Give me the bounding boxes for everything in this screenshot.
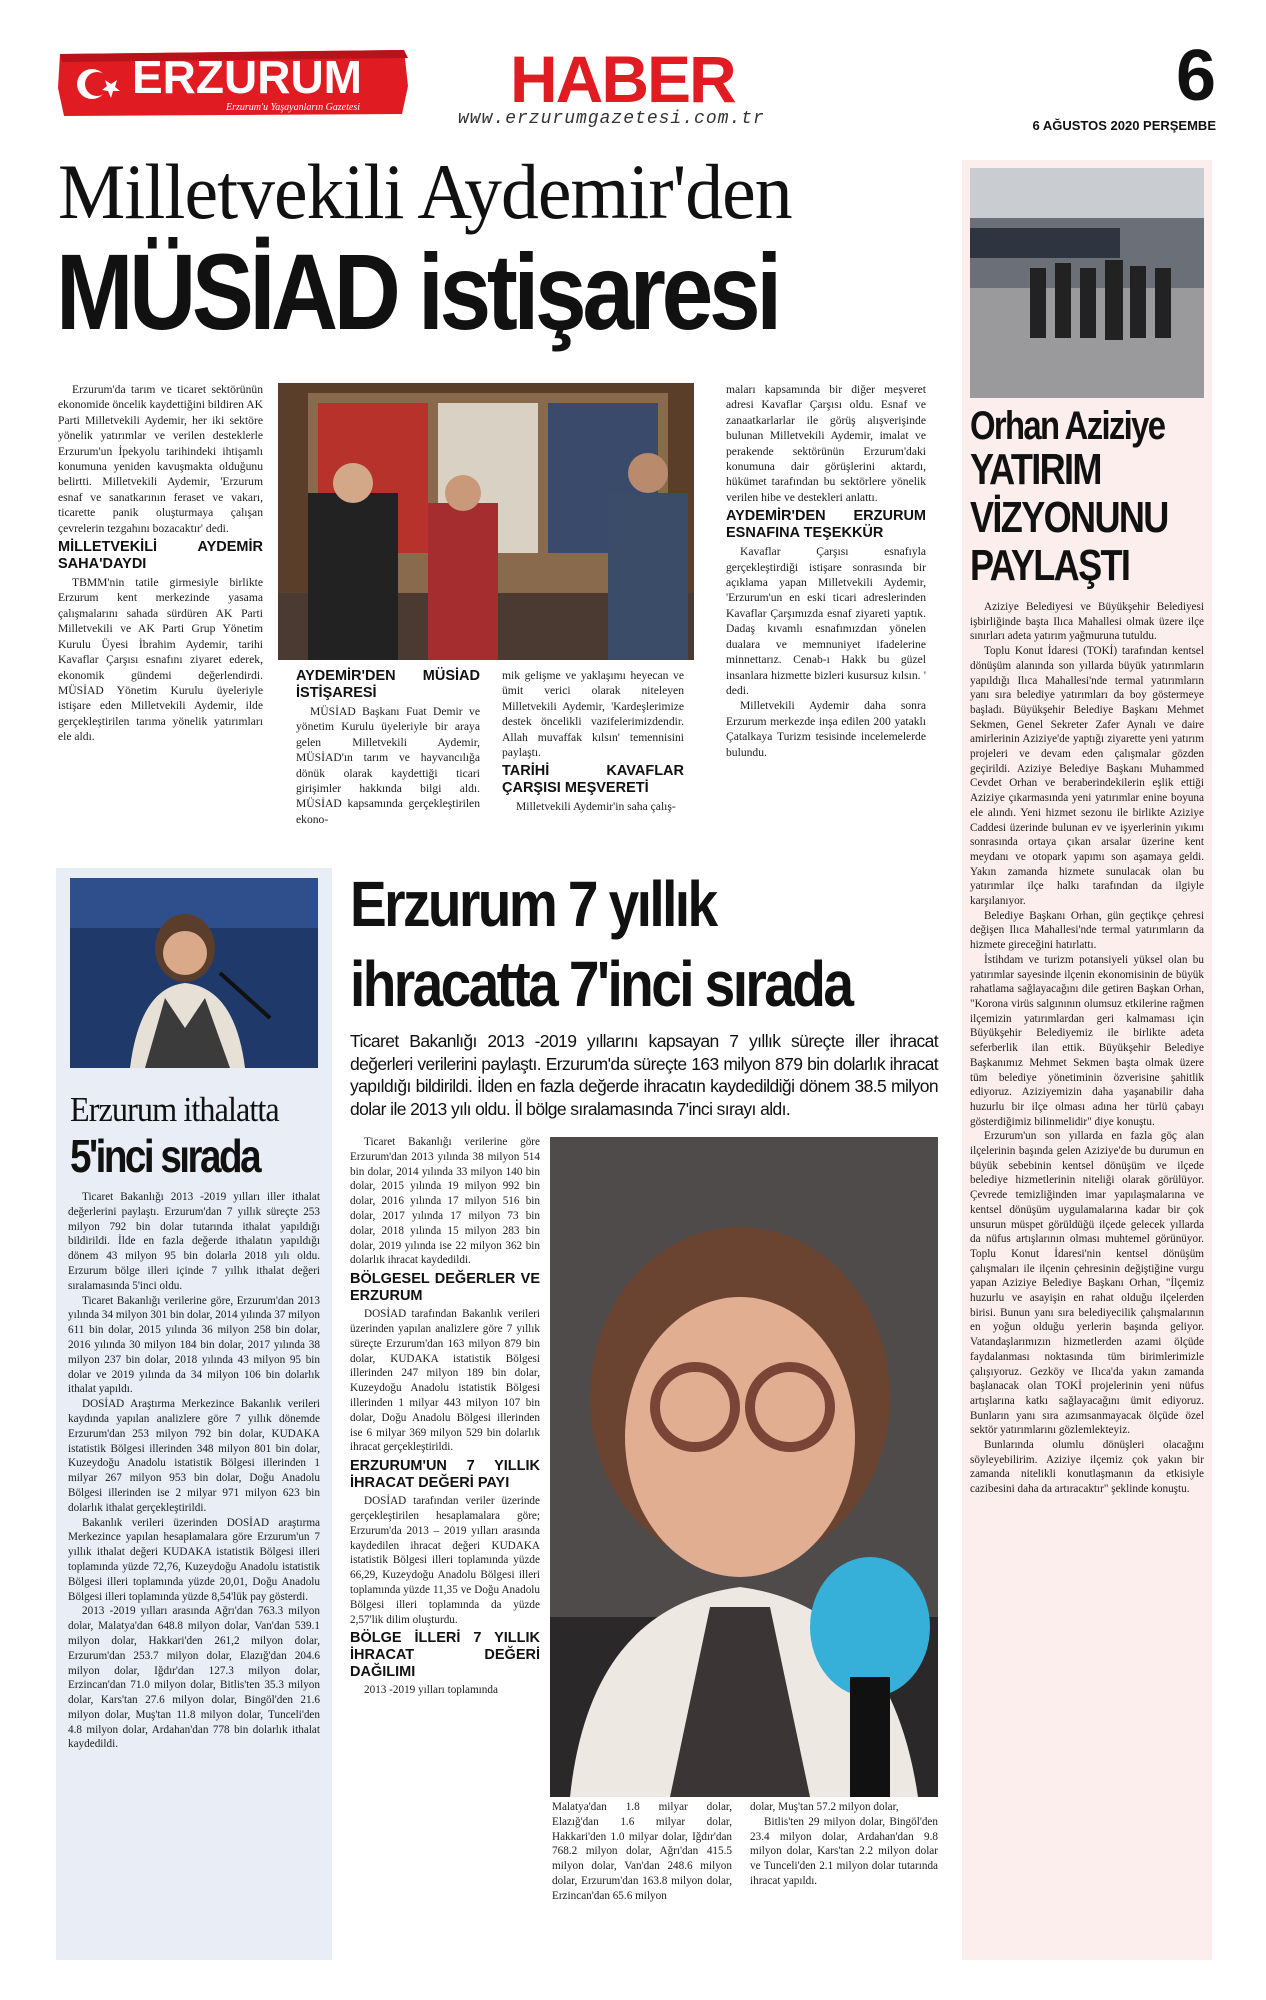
paragraph: dolar, Muş'tan 57.2 milyon dolar,	[750, 1801, 899, 1813]
subheading: BÖLGESEL DEĞERLER VE ERZURUM	[350, 1271, 540, 1305]
main-story-photo	[278, 383, 694, 660]
right-headline-line1: Orhan Aziziye	[970, 404, 1165, 448]
masthead	[0, 0, 1266, 135]
import-story-photo	[70, 878, 318, 1068]
paragraph: DOSİAD tarafından veriler üzerinde gerçekleştirilen hesaplamalara göre; Erzurum'da 2013 – 2019 yılları arasında kaydedilen ihracat değeri KUDAKA istatistik Bölgesi illeri toplamında yüzde 66,29, Kuzeydoğu Anadolu Bölgesi illeri toplamında yüzde 11,35 ve Doğu Anadolu Bölgesi illeri toplamında da yüzde 2,57'lik dilim oluşturdu.	[350, 1495, 540, 1626]
minister-at-podium-photo	[70, 878, 318, 1068]
minister-portrait-photo	[550, 1137, 938, 1797]
export-lead: Ticaret Bakanlığı 2013 -2019 yıllarını kapsayan 7 yıllık süreçte iller ihracat değerleri verilerini paylaştı. Erzurum'da süreçte 163 milyon 879 bin dolarlık ihracat yapıldığı bildirildi. İlden en fazla değerde ihracatın kaydedildiği dönem 38.5 milyon dolar ile 2013 yılı oldu. İl bölge sıralamasında 7'inci sırayı aldı.	[350, 1031, 938, 1119]
export-story-column-c	[750, 1800, 938, 1889]
export-story-column-a	[350, 1135, 540, 1698]
paragraph: İstihdam ve turizm potansiyeli yüksel olan bu yatırımlar sayesinde ilçenin ekonomisinin de büyük rahatlama sağlayacağını dile getiren Başkan Orhan, "Korona virüs salgınının olumsuz etkilerine rağmen ilçemizin yatırımlardan geri kalmaması için Büyükşehir Belediyemiz ile birlikte adeta seferberlik ilan ettik. Büyükşehir Belediye Başkanımız Mehmet Sekmen başta olmak üzere tüm belediye yönetiminin özverisine şahitlik ediyoruz. Aziziyemizin daha yaşanabilir daha huzurlu bir ilçe olması adına her türlü çabayı gösterdiğimiz bilinmelidir" diye konuştu.	[970, 953, 1204, 1128]
subheading: ERZURUM'UN 7 YILLIK İHRACAT DEĞERİ PAYI	[350, 1458, 540, 1492]
website-url[interactable]: www.erzurumgazetesi.com.tr	[458, 109, 765, 129]
right-headline-line3: VİZYONUNU	[970, 493, 1168, 542]
paragraph: Milletvekili Aydemir daha sonra Erzurum merkezde inşa edilen 200 yataklı Çatalkaya Turizm tesisinde incelemelerde bulundu.	[726, 699, 926, 759]
main-story-column-4	[726, 382, 926, 760]
paragraph: DOSİAD tarafından Bakanlık verileri üzerinden yapılan analizlere göre 7 yıllık süreçte Erzurum'dan 163 milyon 879 bin dolar, KUDAKA istatistik Bölgesi illerinden 247 milyon 189 bin dolar, Kuzeydoğu Anadolu istatistik Bölgesi illerinden 1 milyar 443 milyon 107 bin dolar, Doğu Anadolu Bölgesi illerinden ise 6 milyar 369 milyon 529 bin dolarlık ihracat gerçekleştirildi.	[350, 1308, 540, 1454]
page-number: 6	[1175, 36, 1216, 116]
shop-visit-photo	[278, 383, 694, 660]
paragraph: Bitlis'ten 29 milyon dolar, Bingöl'den 23.4 milyon dolar, Ardahan'dan 9.8 milyon dolar, Kars'tan 2.2 milyon dolar ve Tunceli'den 2.1 milyon dolar tutarında ihracat yapıldı.	[750, 1815, 938, 1887]
paragraph: Kavaflar Çarşısı esnafıyla gerçekleştirdiği istişare sonrasında bir açıklama yapan Milletvekili Aydemir, 'Erzurum'un en eski ticari adreslerinden Kavaflar Çarşımızda esnaf ziyareti yaptık. Dadaş kıvamlı esnafımızdan yönelen dualara ve memnuniyet ifadelerine minnettarız. Cenab-ı Hakk bu güzel insanlara hizmette bizleri kusursuz kılsın. ' dedi.	[726, 545, 926, 697]
export-story-photo	[550, 1137, 938, 1797]
street-walk-photo	[970, 168, 1204, 398]
newspaper-logo[interactable]	[56, 48, 412, 118]
paragraph: 2013 -2019 yılları toplamında	[364, 1684, 498, 1697]
paragraph: maları kapsamında bir diğer meşveret adresi Kavaflar Çarşısı oldu. Esnaf ve zanaatkarlarlar ile görüş alışverişinde bulunan Milletvekili Aydemir, imalat ve perakende sektörünün Erzurum'daki konumuna dair görüşlerini aktardı, hükümet tarafından bu sektörlere yönelik verilen hibe ve destekleri anlattı.	[726, 383, 926, 504]
import-headline-line2: 5'inci sırada	[70, 1130, 260, 1182]
subheading: BÖLGE İLLERİ 7 YILLIK İHRACAT DEĞERİ DAĞILIMI	[350, 1630, 540, 1681]
section-title: HABER	[510, 42, 735, 116]
paragraph: 2013 -2019 yılları arasında Ağrı'dan 763.3 milyon dolar, Malatya'dan 648.8 milyon dolar, Van'dan 539.1 milyon dolar, Hakkari'den 261,2 milyon dolar, Erzurum'dan 253.7 milyon dolar, Elazığ'dan 204.6 milyon dolar, Iğdır'dan 127.3 milyon dolar, Erzincan'dan 71.0 milyon dolar, Bitlis'ten 35.3 milyon dolar, Kars'tan 27.6 milyon dolar, Bingöl'den 21.6 milyon dolar, Muş'tan 11.8 milyon dolar, Tunceli'den 4.8 milyon dolar, Ardahan'dan 778 bin dolarlık ithalat kaydedildi.	[68, 1605, 320, 1751]
right-story-body	[970, 600, 1204, 1497]
paragraph: Toplu Konut İdaresi (TOKİ) tarafından kentsel dönüşüm alanında son yıllarda büyük yatırımların yapıldığı Ilıca Mahallesi'nde termal yatırımların yanı sıra belediye yatırımları da boy göstermeye başladı. Büyükşehir Belediye Başkanı Mehmet Sekmen, Genel Sekreter Zafer Aynalı ve daire amirlerinin Aziziye'de yaptığı ziyarette yeni yatırım projeleri ve devam eden çalışmalar gözden geçirildi. Aziziye Belediye Başkanı Muhammed Cevdet Orhan ve beraberindekilerin eşlik ettiği Aziziye çıkarmasında yeni yatırımlar enine boyuna ele alındı. Yeni hizmet sezonu ile birlikte Aziziye Caddesi üzerinde bulunan ev ve işyerlerinin yıkımı sonrasında ortaya çıkan arsalar üzerine kent meydanı ve otopark yapımı son aşamaya geldi. Yakın zamanda hizmete sunulacak olan bu yatırımlar ilçe halkı tarafından da ilgiyle karşılanıyor.	[970, 645, 1204, 908]
paragraph: Bunlarında olumlu dönüşleri olacağını söyleyebilirim. Aziziye ilçemiz çok yakın bir zamanda nitelikli konutlaşmanın da etkisiyle cazibesini daha da artıracaktır" şeklinde konuştu.	[970, 1439, 1204, 1496]
paragraph: MÜSİAD Başkanı Fuat Demir ve yönetim Kurulu üyeleriyle bir araya gelen Milletvekili Aydemir, MÜSİAD'ın tarım ve hayvancılığa dönük olarak kaydettiği ticari girişimler hakkında bilgi aldı. MÜSİAD kapsamında gerçekleştirilen ekono-	[296, 705, 480, 826]
paragraph: Ticaret Bakanlığı verilerine göre, Erzurum'dan 2013 yılında 34 milyon 301 bin dolar, 2014 yılında 37 milyon 611 bin dolar, 2015 yılında 36 milyon 258 bin dolar, 2016 yılında 30 milyon 184 bin dolar, 2017 yılında 38 milyon 237 bin dolar, 2018 yılında 43 milyon 95 bin dolar ve 2019 yılında da 34 milyon 106 bin dolarlık ithalat yapıldı.	[68, 1294, 320, 1396]
paragraph: TBMM'nin tatile girmesiyle birlikte Erzurum kent merkezinde yasama çalışmalarını sahada sürdüren AK Parti Milletvekili ve AK Parti Grup Yönetim Kurulu Üyesi İbrahim Aydemir, tarihi Kavaflar Çarşısı esnafını ziyaret ederek, ekonomik gündemi değerlendirdi. MÜSİAD Yönetim Kurulu üyeleriyle istişare eden Milletvekili Aydemir, ilde gerçekleştirilen tarıma yönelik yatırımları ele aldı.	[58, 576, 263, 744]
paragraph: Erzurum'un son yıllarda en fazla göç alan ilçelerinin başında gelen Aziziye'de bu durumun en büyük sebebinin kentsel dönüşüm ve ilçede belediye hizmetlerinin niteliği olarak görülüyor. Çevrede temizliğinden imar yapılaşmalarına ve kentsel dönüşüm uygulamalarına kadar bir çok unsurun müspet görüldüğü ilçede gelecek yıllarda da nüfus artışlarının olması muhtemel görünüyor. Toplu Konut İdaresi'nin kentsel dönüşüm çalışmaları ile ilçenin çehresinin değiştiğine vurgu yapan Aziziye Belediye Başkanı Orhan, "İlçemiz huzurlu ve asayişin en rahat olduğu ilçelerden birisi. Bunun yanı sıra belediyecilik çalışmalarının en yoğun olduğu yerlerin başında geliyor. Vatandaşlarımızın hizmetlerden azami ölçüde faydalanması noktasında tüm birimlerimizle çalışıyoruz. Gezköy ve Ilıca'da yakın zamanda başlanacak olan TOKİ projelerinin yeni nüfus artışlarına katkı sağlayacağını ümit ediyoruz. Bunların yanı sıra azımsanmayacak ölçüde özel sektör yatırımlarını gözlemlekteyiz.	[970, 1130, 1204, 1437]
logo-text: ERZURUM	[132, 51, 362, 103]
subheading: TARİHİ KAVAFLAR ÇARŞISI MEŞVERETİ	[502, 763, 684, 797]
main-headline-line2: MÜSİAD istişaresi	[56, 231, 778, 352]
issue-date: 6 AĞUSTOS 2020 PERŞEMBE	[1032, 118, 1216, 133]
export-story-column-b	[552, 1800, 732, 1904]
import-headline-line1: Erzurum ithalatta	[70, 1090, 279, 1129]
main-headline-line1: Milletvekili Aydemir'den	[58, 148, 792, 235]
subheading: AYDEMİR'DEN ERZURUM ESNAFINA TEŞEKKÜR	[726, 508, 926, 542]
main-story-column-1	[58, 382, 263, 745]
paragraph: Erzurum'da tarım ve ticaret sektörünün ekonomide öncelik kaydettiğini bildiren AK Parti Milletvekili Aydemir, her iki sektöre yönelik yatırımlar ve verilen desteklerle Erzurum'un İpekyolu tarihindeki ihtişamlı konumuna yeniden kavuşmakta olduğunu belirtti. Milletvekili Aydemir, 'Erzurum esnaf ve sanatkarının feraset ve vakarı, ticarette panik oluşturmaya çalışan çevrelerin tezgahını bozacaktır' dedi.	[58, 383, 263, 535]
subheading: AYDEMİR'DEN MÜSİAD İSTİŞARESİ	[296, 668, 480, 701]
paragraph: Aziziye Belediyesi ve Büyükşehir Belediyesi işbirliğinde başta Ilıca Mahallesi olmak üzere ilçe sınırları adeta yatırım yağmuruna tutuldu.	[970, 601, 1204, 643]
main-story-column-2	[296, 668, 480, 827]
right-headline-line2: YATIRIM	[970, 445, 1101, 494]
paragraph: DOSİAD Araştırma Merkezince Bakanlık verileri kaydında yapılan analizlere göre 7 yıllık dönemde Erzurum'dan 253 milyon 792 bin dolar, KUDAKA istatistik Bölgesi illerinden 348 milyon 801 bin dolar, Kuzeydoğu Anadolu istatistik Bölgesi illerinden 1 milyar 267 milyon 953 bin dolar, Doğu Anadolu Bölgesi illerinden ise 2 milyar 971 milyon 623 bin dolarlık ithalat gerçekleştirildi.	[68, 1398, 320, 1514]
subheading: MİLLETVEKİLİ AYDEMİR SAHA'DAYDI	[58, 539, 263, 573]
paragraph: Belediye Başkanı Orhan, gün geçtikçe çehresi değişen Ilıca Mahallesi'nde termal yatırımların da hizmete gireceğini hatırlattı.	[970, 909, 1204, 952]
paragraph: Ticaret Bakanlığı 2013 -2019 yılları iller ithalat değerlerini paylaştı. Erzurum'dan 7 yıllık süreçte 253 milyon 792 bin dolar tutarında ithalat yapıldığı bildirildi. İlde en fazla değerde ithalatın yapıldığı dönem 43 milyon 95 bin dolarla 2018 yılı oldu. Erzurum bölge illeri içinde 7 yıllık ithalat değeri sıralamasında 5'inci oldu.	[68, 1191, 320, 1292]
main-story-column-3	[502, 668, 684, 815]
export-headline-line2: ihracatta 7'inci sırada	[350, 948, 852, 1020]
paragraph: Ticaret Bakanlığı verilerine göre Erzurum'dan 2013 yılında 38 milyon 514 bin dolar, 2014 yılında 33 milyon 140 bin dolar, 2015 yılında 19 milyon 992 bin dolar, 2016 yılında 17 milyon 516 bin dolar, 2017 yılında 17 milyon 73 bin dolar, 2018 yılında 15 milyon 283 bin dolar, 2019 yılında ise 22 milyon 362 bin dolarlık ihracat kaydedildi.	[350, 1136, 540, 1267]
paragraph: Malatya'dan 1.8 milyar dolar, Elazığ'dan 1.6 milyar dolar, Hakkari'den 1.0 milyar dolar, Iğdır'dan 768.2 milyon dolar, Ağrı'dan 415.5 milyon dolar, Van'dan 248.6 milyon dolar, Erzurum'dan 163.8 milyon dolar, Erzincan'dan 65.6 milyon	[552, 1801, 732, 1902]
right-headline-line4: PAYLAŞTI	[970, 541, 1130, 590]
import-story-body	[68, 1190, 320, 1752]
paragraph: Milletvekili Aydemir'in saha çalış-	[516, 800, 676, 814]
logo-tagline: Erzurum'u Yaşayanların Gazetesi	[226, 102, 361, 113]
export-headline-line1: Erzurum 7 yıllık	[350, 868, 716, 940]
right-story-photo	[970, 168, 1204, 398]
paragraph: Bakanlık verileri üzerinden DOSİAD araştırma Merkezince yapılan hesaplamalara göre Erzurum'un 7 yıllık ithalat değeri KUDAKA istatistik Bölgesi illeri toplamında yüzde 72,76, Kuzeydoğu Anadolu istatistik Bölgesi illeri toplamında yüzde 20,01, Doğu Anadolu Bölgesi illeri toplamında yüzde 8,54'lük pay gösterdi.	[68, 1516, 320, 1603]
paragraph: mik gelişme ve yaklaşımı heyecan ve ümit verici olarak niteleyen Milletvekili Aydemir, 'Kardeşlerimize destek öncelikli vazifelerimizdendir. Allah muvaffak kılsın' temennisini paylaştı.	[502, 669, 684, 760]
